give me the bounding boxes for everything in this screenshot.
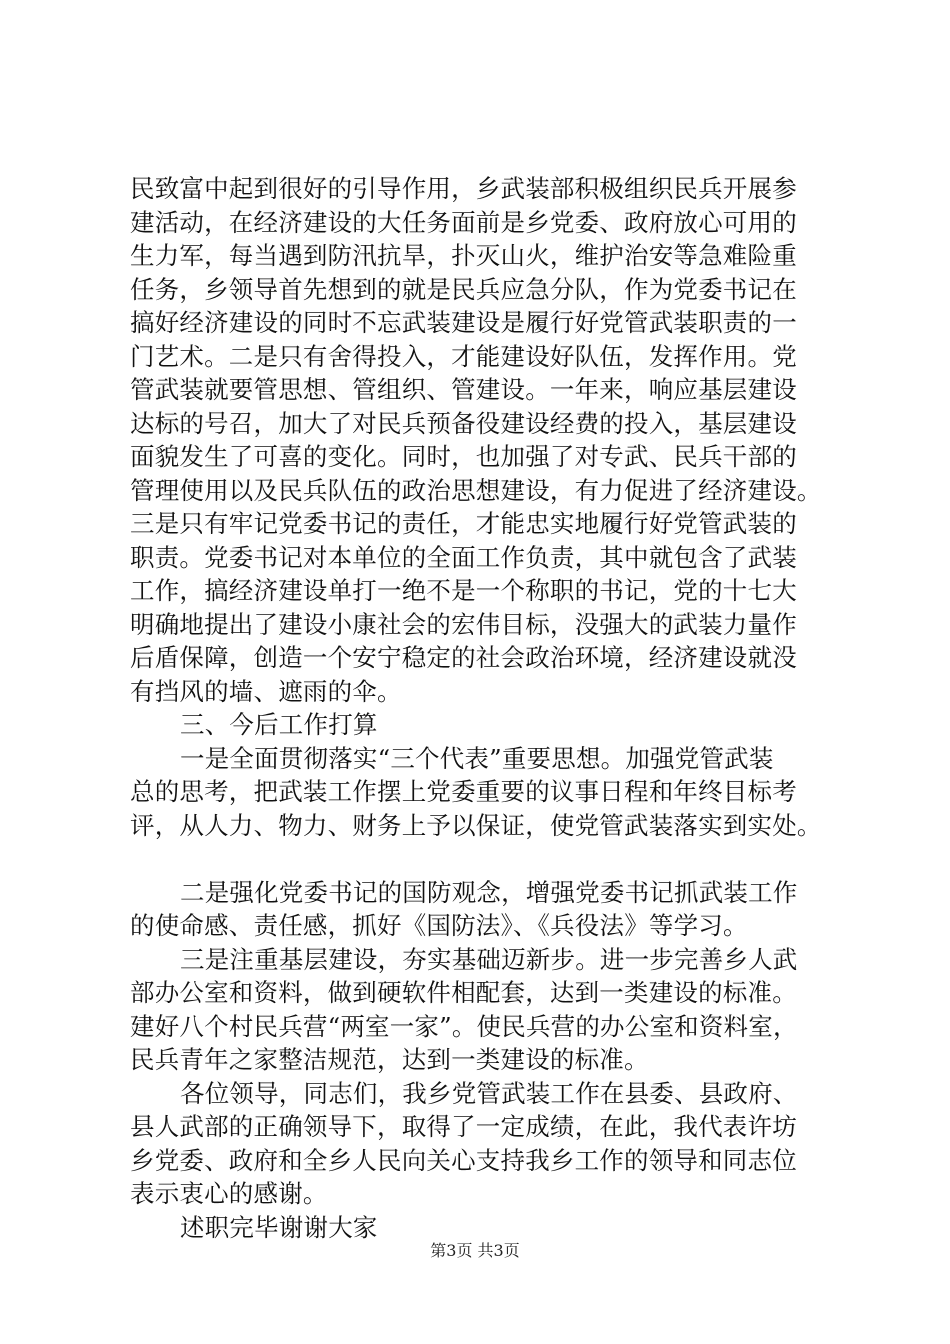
text-line: 生力军，每当遇到防汛抗旱，扑灭山火，维护治安等急难险重 (130, 241, 797, 270)
paragraph-gap (130, 842, 850, 876)
text-line: 县人武部的正确领导下，取得了一定成绩，在此，我代表许坊 (130, 1112, 797, 1141)
text-line: 建好八个村民兵营“两室一家”。使民兵营的办公室和资料室， (130, 1011, 798, 1041)
text-line: 建活动，在经济建设的大任务面前是乡党委、政府放心可用的 (130, 207, 797, 237)
text-line: 各位领导，同志们，我乡党管武装工作在县委、县政府、 (180, 1078, 798, 1108)
text-line: 三是只有牢记党委书记的责任，才能忠实地履行好党管武装的 (130, 509, 797, 538)
text-line: 门艺术。二是只有舍得投入，才能建设好队伍，发挥作用。党 (130, 341, 797, 371)
text-line: 总的思考，把武装工作摆上党委重要的议事日程和年终目标考 (130, 777, 797, 806)
text-line: 达标的号召，加大了对民兵预备役建设经费的投入，基层建设 (130, 408, 797, 438)
text-line: 的使命感、责任感，抓好《国防法》、《兵役法》等学习。 (130, 911, 748, 940)
text-line: 明确地提出了建设小康社会的宏伟目标，没强大的武装力量作 (130, 609, 797, 639)
text-line: 评，从人力、物力、财务上予以保证，使党管武装落实到实处。 (130, 810, 822, 840)
text-line: 乡党委、政府和全乡人民向关心支持我乡工作的领导和同志位 (130, 1145, 797, 1175)
text-line: 工作，搞经济建设单打一绝不是一个称职的书记，党的十七大 (130, 576, 797, 605)
text-line: 民兵青年之家整洁规范，达到一类建设的标准。 (130, 1045, 649, 1074)
text-line: 二是强化党委书记的国防观念，增强党委书记抓武装工作 (180, 877, 798, 907)
text-line: 一是全面贯彻落实“三个代表”重要思想。加强党管武装 (180, 743, 774, 773)
text-line: 任务，乡领导首先想到的就是民兵应急分队，作为党委书记在 (130, 274, 797, 304)
page-number: 第3页 共3页 (430, 1241, 520, 1260)
text-line: 管武装就要管思想、管组织、管建设。一年来，响应基层建设 (130, 375, 797, 404)
text-line: 三是注重基层建设，夯实基础迈新步。进一步完善乡人武 (180, 944, 798, 974)
text-line: 后盾保障，创造一个安宁稳定的社会政治环境，经济建设就没 (130, 643, 797, 672)
text-line: 面貌发生了可喜的变化。同时，也加强了对专武、民兵干部的 (130, 442, 797, 471)
section-heading: 三、今后工作打算 (180, 710, 378, 739)
text-line: 管理使用以及民兵队伍的政治思想建设，有力促进了经济建设。 (130, 475, 822, 505)
text-line: 有挡风的墙、遮雨的伞。 (130, 676, 402, 706)
text-line: 部办公室和资料，做到硬软件相配套，达到一类建设的标准。 (130, 978, 797, 1007)
text-line: 搞好经济建设的同时不忘武装建设是履行好党管武装职责的一 (130, 308, 797, 337)
closing-line: 述职完毕谢谢大家 (180, 1212, 378, 1242)
text-line: 表示衷心的感谢。 (130, 1179, 328, 1208)
document-body (130, 172, 850, 1244)
text-line: 民致富中起到很好的引导作用，乡武装部积极组织民兵开展参 (130, 174, 797, 203)
text-line: 职责。党委书记对本单位的全面工作负责，其中就包含了武装 (130, 542, 797, 572)
